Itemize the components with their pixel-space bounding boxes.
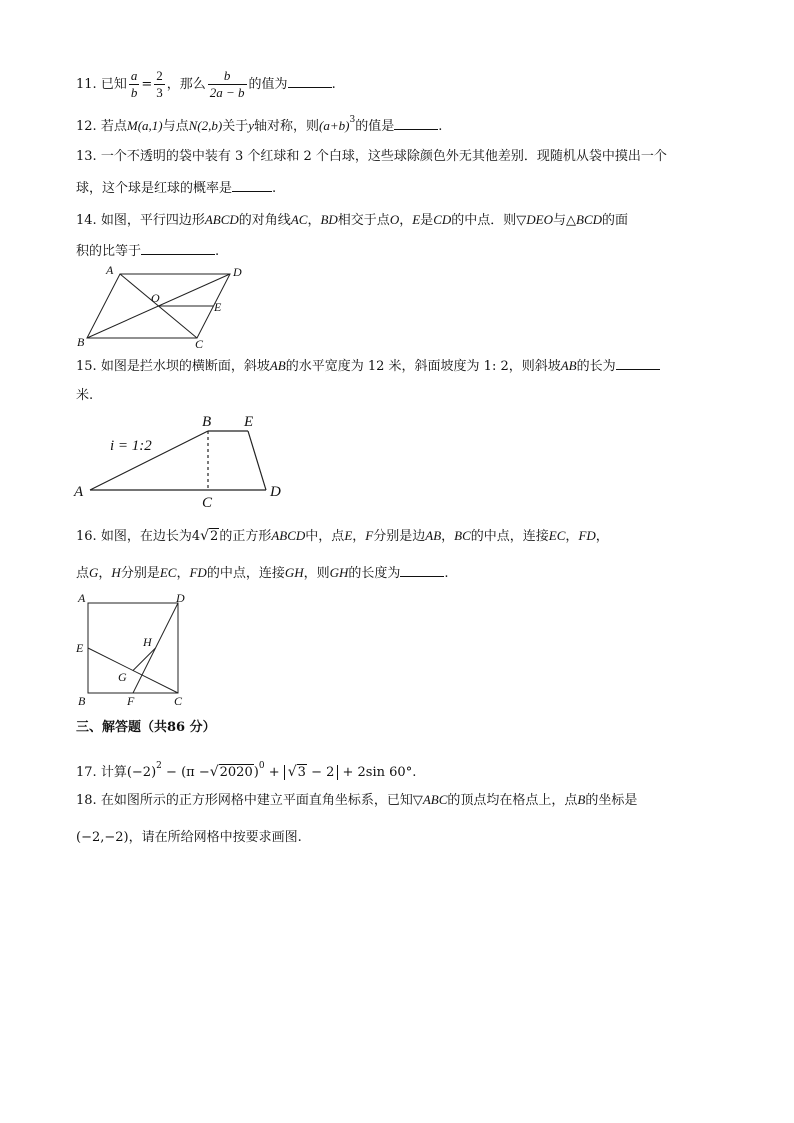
label-e: E: [76, 641, 84, 655]
slope-ed: [248, 431, 266, 490]
question-number: 16.: [76, 529, 97, 544]
question-number: 13.: [76, 149, 97, 164]
question-18-line1: 18. 在如图所示的正方形网格中建立平面直角坐标系，已知▽ABC的顶点均在格点上，点B的坐标是: [76, 792, 638, 808]
question-15-line2: 米.: [76, 388, 94, 403]
question-11: 11. 已知 $\frac{a}{b}$ = $\frac{2}{3}$ ，那么 $\frac{b}{2a - b}$ 的值为 .: [76, 68, 336, 100]
label-b: B: [78, 694, 86, 708]
answer-blank[interactable]: [141, 240, 215, 255]
label-g: G: [118, 670, 127, 684]
label-c: C: [202, 495, 213, 510]
label-o: O: [151, 291, 160, 305]
question-16-line1: 16. 如图，在边长为4√2的正方形ABCD中，点E，F分别是边AB，BC的中点，连接EC，FD，: [76, 528, 609, 544]
question-14-line1: 14. 如图，平行四边形ABCD的对角线AC，BD相交于点O，E是CD的中点．则▽DEO与△BCD的面: [76, 212, 629, 228]
question-18-line2: (−2,−2)，请在所给网格中按要求画图.: [76, 830, 302, 845]
question-13-line1: 13. 一个不透明的袋中装有 3 个红球和 2 个白球，这些球除颜色外无其他差别．现随机从袋中摸出一个: [76, 149, 667, 164]
question-number: 17.: [76, 765, 97, 780]
question-number: 14.: [76, 213, 97, 228]
label-b: B: [202, 414, 212, 430]
answer-blank[interactable]: [394, 115, 438, 130]
label-a: A: [106, 263, 114, 277]
fraction-b-over-2a-minus-b: $\frac{b}{2a - b}$: [209, 68, 245, 100]
label-d: D: [233, 265, 242, 279]
question-number: 11.: [76, 77, 97, 92]
question-number: 18.: [76, 793, 97, 808]
answer-blank[interactable]: [400, 562, 444, 577]
label-b: B: [77, 335, 85, 349]
question-number: 15.: [76, 359, 97, 374]
dam-figure: [70, 410, 300, 510]
label-d: D: [176, 591, 185, 605]
label-a: A: [74, 484, 84, 500]
question-12: 12. 若点M(a,1)与点N(2,b)关于y轴对称，则$(a+b)^3$的值是 .: [76, 115, 443, 134]
label-c: C: [174, 694, 183, 708]
segment-gh: [133, 648, 156, 671]
label-a: A: [78, 591, 86, 605]
fraction-2-over-3: $\frac{2}{3}$: [156, 68, 163, 100]
absolute-value: √3 − 2: [284, 765, 339, 780]
question-17: 17. 计算$(-2)^2 - (\pi -√2020)^0 + √3 - 2 + 2\sin$ 60°.: [76, 761, 417, 780]
label-e: E: [214, 300, 222, 314]
label-c: C: [195, 337, 204, 351]
label-e: E: [244, 414, 254, 430]
fraction-a-over-b: $\frac{a}{b}$: [130, 68, 138, 100]
label-f: F: [127, 694, 135, 708]
label-d: D: [270, 484, 281, 500]
answer-blank[interactable]: [288, 73, 332, 88]
slope-label: i = 1:2: [110, 438, 152, 454]
question-14-line2: 积的比等于 .: [76, 240, 219, 262]
question-15-line1: 15. 如图是拦水坝的横断面，斜坡AB的水平宽度为 12 米，斜面坡度为 1: 2，则斜坡AB的长为: [76, 355, 660, 377]
question-number: 12.: [76, 119, 97, 134]
question-16-line2: 点G，H分别是EC，FD的中点，连接GH，则GH的长度为 .: [76, 562, 449, 584]
answer-blank[interactable]: [232, 177, 272, 192]
square-abcd: [88, 603, 178, 693]
parallelogram-figure: [70, 262, 260, 352]
square-figure: [70, 586, 200, 712]
label-h: H: [143, 635, 152, 649]
answer-blank[interactable]: [616, 355, 660, 370]
section-heading: 三、解答题（共86 分）: [76, 720, 216, 735]
question-13-line2: 球，这个球是红球的概率是 .: [76, 177, 276, 199]
